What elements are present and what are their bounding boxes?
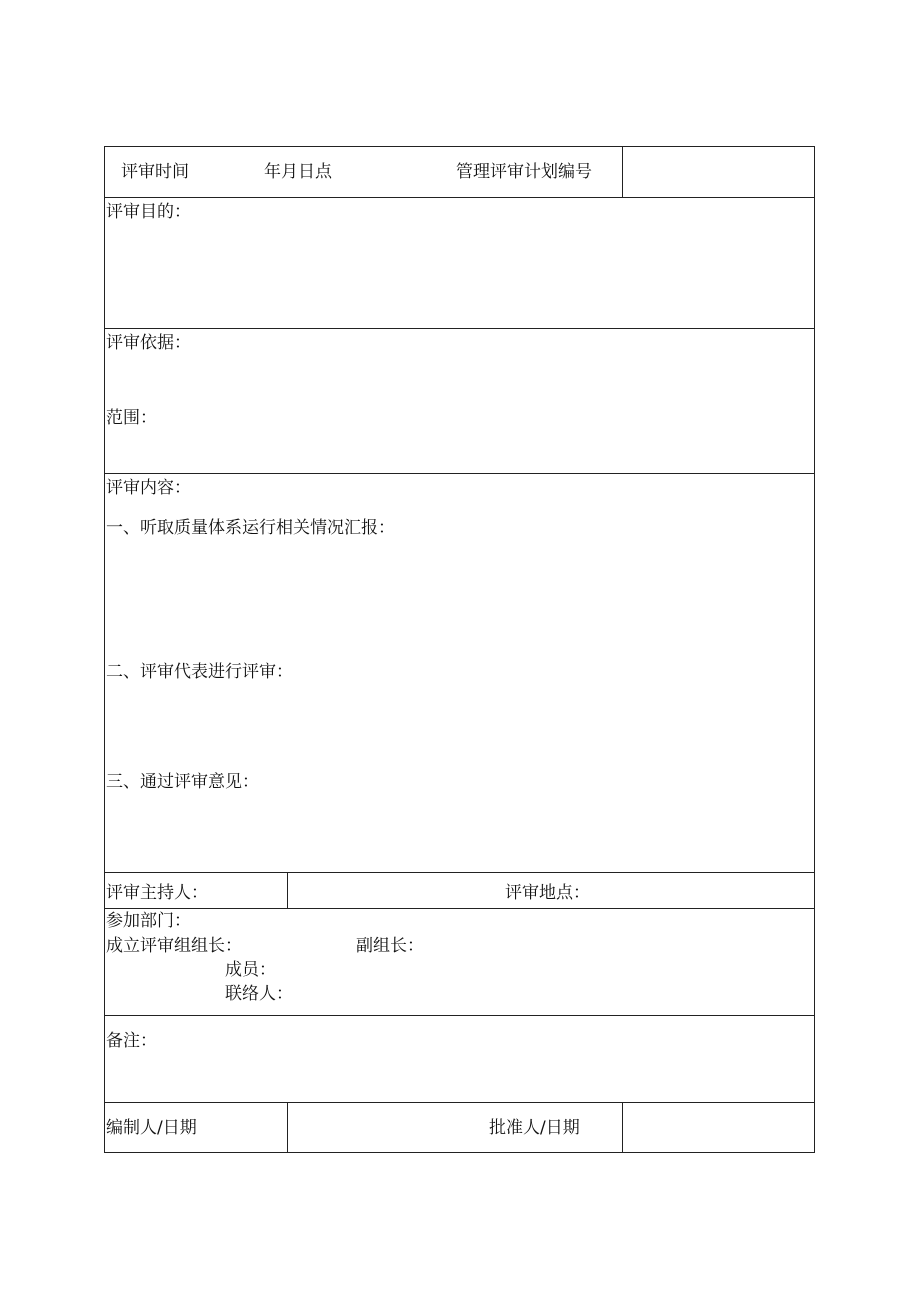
content-item-1: 一、听取质量体系运行相关情况汇报： [106,518,395,538]
content-item-3: 三、通过评审意见： [106,772,259,792]
purpose-field[interactable] [105,227,814,327]
row-divider [105,328,814,329]
approved-by-label: 批准人/日期 [489,1118,580,1138]
plan-number-label: 管理评审计划编号 [456,162,592,182]
plan-number-field[interactable] [623,147,815,197]
review-date-text: 年月日点 [264,162,332,182]
row-divider [105,473,814,474]
prepared-by-label: 编制人/日期 [106,1118,197,1138]
scope-label: 范围： [106,408,157,428]
content-item-2: 二、评审代表进行评审： [106,662,293,682]
location-label: 评审地点： [505,883,590,903]
remarks-label: 备注： [106,1031,157,1051]
row-divider [105,1015,814,1016]
row-divider [105,908,814,909]
contact-label: 联络人： [225,984,293,1004]
row-divider [105,197,814,198]
departments-label: 参加部门： [106,911,191,931]
content-label: 评审内容： [106,478,191,498]
approval-date-field[interactable] [623,1103,815,1153]
leader-label: 成立评审组组长： [106,936,242,956]
deputy-label: 副组长： [356,936,424,956]
review-time-label: 评审时间 [121,162,189,182]
purpose-label: 评审目的： [106,202,191,222]
row-divider [105,872,814,873]
basis-label: 评审依据： [106,333,191,353]
members-label: 成员： [225,960,276,980]
review-plan-form [104,146,815,1153]
column-divider [287,1102,288,1153]
host-label: 评审主持人： [106,883,208,903]
column-divider [287,872,288,908]
